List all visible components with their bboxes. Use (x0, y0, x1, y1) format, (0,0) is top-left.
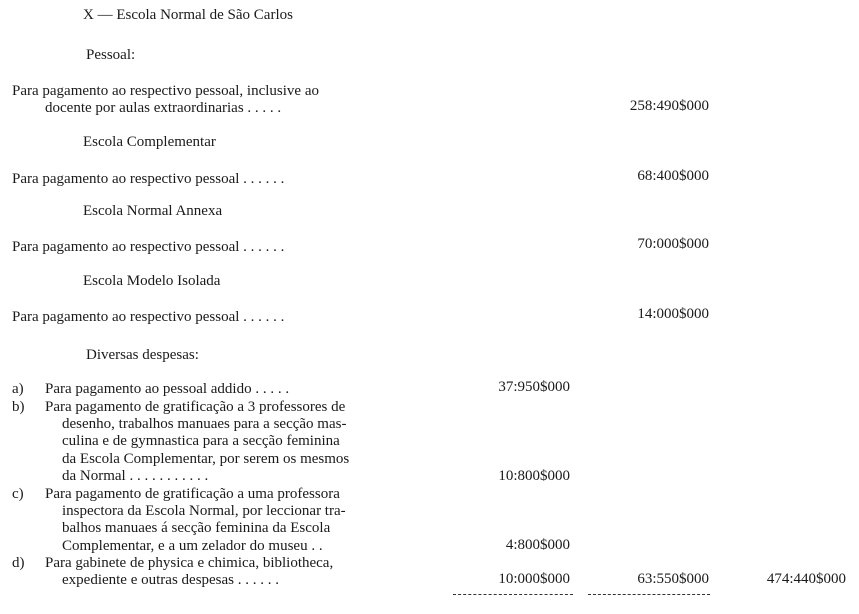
item-b-line-1: Para pagamento de gratificação a 3 professores de (45, 399, 346, 415)
section-heading-modelo: Escola Modelo Isolada (83, 273, 221, 289)
item-c-line-4: Complementar, e a um zelador do museu . . (62, 538, 323, 554)
section-heading-annexa: Escola Normal Annexa (83, 203, 223, 219)
item-c-line-3: balhos manuaes á secção feminina da Escola (62, 520, 331, 536)
section-heading-complementar: Escola Complementar (83, 134, 216, 150)
grand-total: 474:440$000 (766, 571, 846, 587)
section-heading-diversas: Diversas despesas: (86, 347, 199, 363)
item-b-line-2: desenho, trabalhos manuaes para a secção mas- (62, 416, 347, 432)
item-d-marker: d) (12, 555, 25, 571)
modelo-amount: 14:000$000 (637, 306, 709, 322)
page-title: X — Escola Normal de São Carlos (83, 7, 293, 23)
pessoal-amount: 258:490$000 (629, 98, 709, 114)
column-rule-1 (453, 594, 573, 595)
item-b-line-3: culina e de gymnastica para a secção feminina (62, 433, 340, 449)
modelo-line-1: Para pagamento ao respectivo pessoal . . . . . . (12, 309, 285, 325)
item-c-line-2: inspectora da Escola Normal, por leccionar tra- (62, 503, 346, 519)
item-a-line-1: Para pagamento ao pessoal addido . . . . . (45, 381, 290, 397)
diversas-subtotal: 63:550$000 (637, 571, 709, 587)
item-a-marker: a) (12, 381, 24, 397)
annexa-amount: 70:000$000 (637, 236, 709, 252)
section-heading-pessoal: Pessoal: (86, 47, 136, 63)
item-c-amount: 4:800$000 (505, 537, 570, 553)
item-c-line-1: Para pagamento de gratificação a uma professora (45, 486, 340, 502)
item-d-line-1: Para gabinete de physica e chimica, bibliotheca, (45, 555, 334, 571)
column-rule-2 (588, 594, 710, 595)
item-d-amount: 10:000$000 (498, 571, 570, 587)
item-b-line-5: da Normal . . . . . . . . . . . (62, 468, 209, 484)
item-d-line-2: expediente e outras despesas . . . . . . (62, 572, 280, 588)
pessoal-line-2: docente por aulas extraordinarias . . . . . (45, 100, 282, 116)
item-b-marker: b) (12, 399, 25, 415)
pessoal-line-1: Para pagamento ao respectivo pessoal, inclusive ao (12, 83, 319, 99)
item-b-amount: 10:800$000 (498, 468, 570, 484)
item-c-marker: c) (12, 486, 24, 502)
item-a-amount: 37:950$000 (498, 379, 570, 395)
complementar-amount: 68:400$000 (637, 168, 709, 184)
annexa-line-1: Para pagamento ao respectivo pessoal . . . . . . (12, 239, 285, 255)
complementar-line-1: Para pagamento ao respectivo pessoal . . . . . . (12, 171, 285, 187)
item-b-line-4: da Escola Complementar, por serem os mesmos (62, 451, 350, 467)
